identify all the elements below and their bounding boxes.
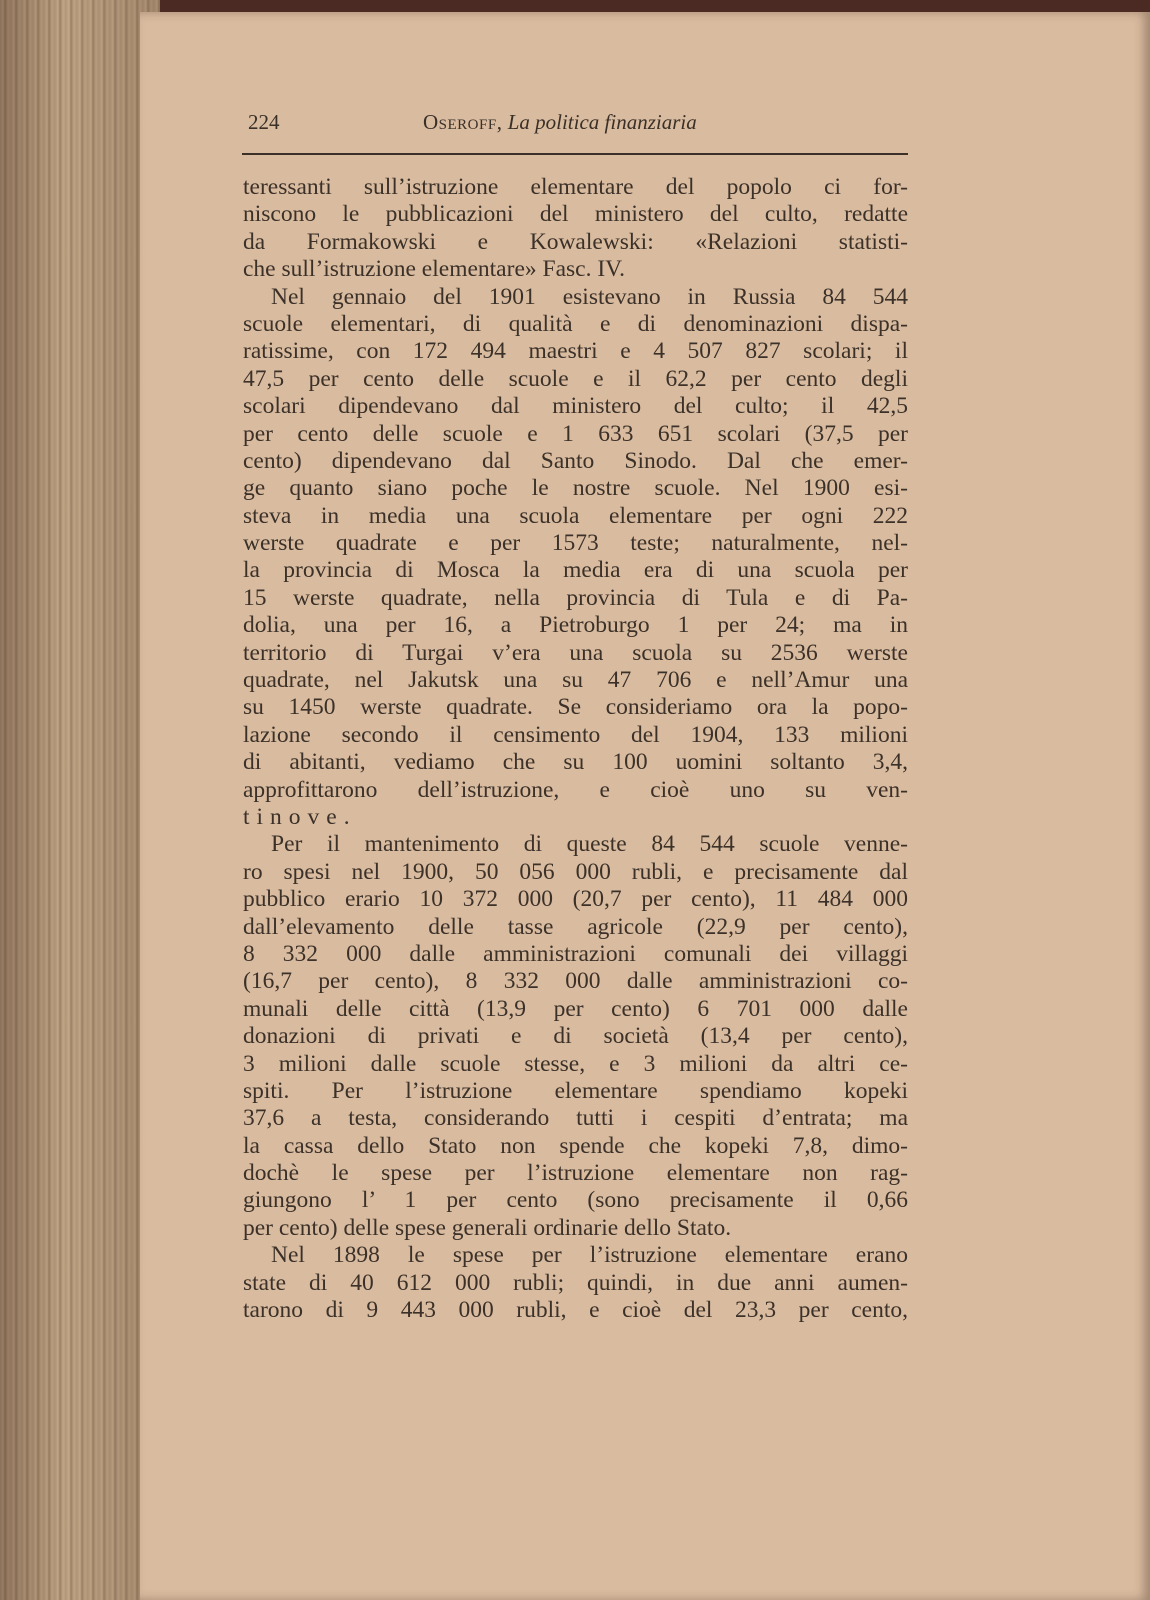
text-line: state di 40 612 000 rubli; quindi, in due anni aumen- <box>243 1269 908 1296</box>
text-line: (16,7 per cento), 8 332 000 dalle amministrazioni co- <box>243 968 908 995</box>
text-line: giungono l’ 1 per cento (sono precisamente il 0,66 <box>243 1187 908 1214</box>
text-line: approfittarono dell’istruzione, e cioè uno su ven- <box>243 776 908 803</box>
text-line: 8 332 000 dalle amministrazioni comunali dei villaggi <box>243 940 908 967</box>
text-line: tinove. <box>243 803 357 830</box>
text-line: werste quadrate e per 1573 teste; naturalmente, nel- <box>243 530 908 557</box>
text-line: dall’elevamento delle tasse agricole (22,9 per cento), <box>243 913 908 940</box>
text-line: donazioni di privati e di società (13,4 per cento), <box>243 1023 908 1050</box>
text-line: scuole elementari, di qualità e di denominazioni dispa- <box>243 310 908 337</box>
running-head-title: La politica finanziaria <box>507 110 697 134</box>
text-line: ratissime, con 172 494 maestri e 4 507 827 scolari; il <box>243 338 908 365</box>
text-line: che sull’istruzione elementare» Fasc. IV. <box>243 256 625 283</box>
text-line: spiti. Per l’istruzione elementare spendiamo kopeki <box>243 1077 908 1104</box>
page-header <box>248 110 948 140</box>
text-line: Nel gennaio del 1901 esistevano in Russia 84 544 <box>271 283 908 310</box>
text-line: 3 milioni dalle scuole stesse, e 3 milioni da altri ce- <box>243 1050 908 1077</box>
running-head <box>423 110 697 135</box>
text-line: niscono le pubblicazioni del ministero del culto, redatte <box>243 201 908 228</box>
text-line: su 1450 werste quadrate. Se consideriamo ora la popo- <box>243 694 908 721</box>
body-text <box>243 174 908 1324</box>
header-rule <box>242 153 908 155</box>
text-line: cento) dipendevano dal Santo Sinodo. Dal che emer- <box>243 447 908 474</box>
text-line: territorio di Turgai v’era una scuola su 2536 werste <box>243 639 908 666</box>
text-line: Per il mantenimento di queste 84 544 scuole venne- <box>271 831 908 858</box>
text-line: da Formakowski e Kowalewski: «Relazioni statisti- <box>243 228 908 255</box>
text-line: quadrate, nel Jakutsk una su 47 706 e nell’Amur una <box>243 667 908 694</box>
text-line: lazione secondo il censimento del 1904, 133 milioni <box>243 721 908 748</box>
text-line: teressanti sull’istruzione elementare del popolo ci for- <box>243 174 908 200</box>
text-line: dochè le spese per l’istruzione elementare non rag- <box>243 1160 908 1187</box>
text-line: ro spesi nel 1900, 50 056 000 rubli, e precisamente dal <box>243 858 908 885</box>
text-line: per cento) delle spese generali ordinarie dello Stato. <box>243 1214 732 1241</box>
text-line: per cento delle scuole e 1 633 651 scolari (37,5 per <box>243 420 908 447</box>
text-line: ge quanto siano poche le nostre scuole. Nel 1900 esi- <box>243 475 908 502</box>
text-line: 15 werste quadrate, nella provincia di Tula e di Pa- <box>243 584 908 611</box>
text-line: 47,5 per cento delle scuole e il 62,2 per cento degli <box>243 365 908 392</box>
text-line: Nel 1898 le spese per l’istruzione elementare erano <box>271 1242 908 1269</box>
page-number: 224 <box>248 110 280 134</box>
book-page-edges <box>0 0 160 1600</box>
text-line: munali delle città (13,9 per cento) 6 701 000 dalle <box>243 995 908 1022</box>
text-line: 37,6 a testa, considerando tutti i cespiti d’entrata; ma <box>243 1105 908 1132</box>
text-line: pubblico erario 10 372 000 (20,7 per cento), 11 484 000 <box>243 886 908 913</box>
running-head-author: Oseroff, <box>423 110 503 134</box>
text-line: dolia, una per 16, a Pietroburgo 1 per 24; ma in <box>243 612 908 639</box>
text-line: di abitanti, vediamo che su 100 uomini soltanto 3,4, <box>243 749 908 776</box>
text-line: scolari dipendevano dal ministero del culto; il 42,5 <box>243 393 908 420</box>
text-line: tarono di 9 443 000 rubli, e cioè del 23,3 per cento, <box>243 1297 908 1324</box>
text-line: la cassa dello Stato non spende che kopeki 7,8, dimo- <box>243 1132 908 1159</box>
text-line: la provincia di Mosca la media era di una scuola per <box>243 557 908 584</box>
text-line: steva in media una scuola elementare per ogni 222 <box>243 502 908 529</box>
